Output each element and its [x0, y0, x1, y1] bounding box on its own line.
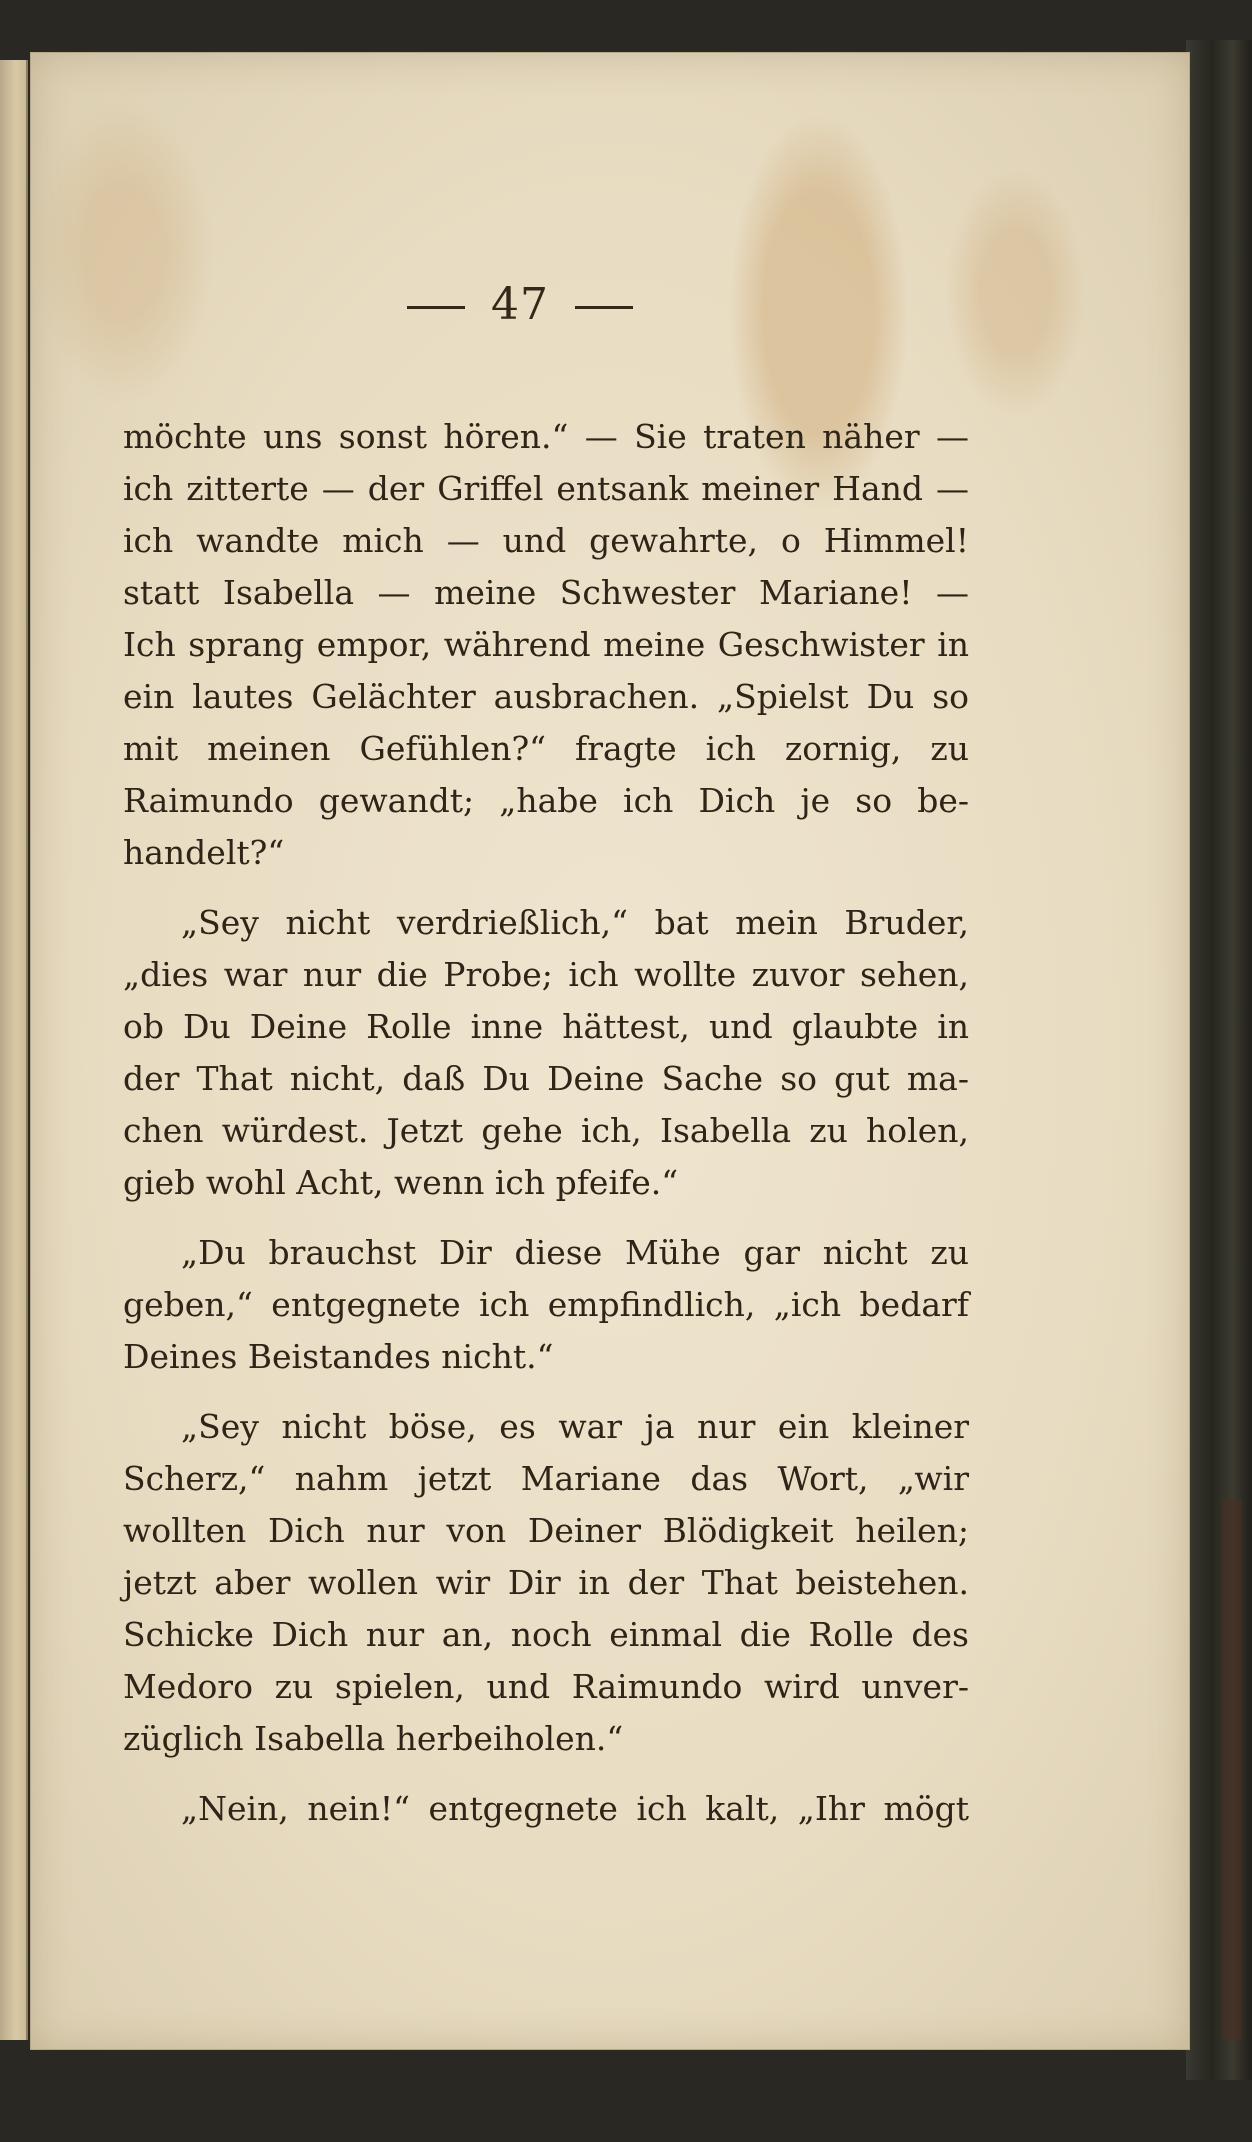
paragraph [123, 1401, 969, 1765]
text-line: chen würdest. Jetzt gehe ich, Isabella zu holen, [123, 1111, 969, 1150]
text-line: möchte uns sonst hören.“ — Sie traten näher — [123, 417, 969, 456]
text-line: züglich Isabella herbeiholen.“ [123, 1719, 624, 1758]
page-number: 47 [491, 279, 549, 330]
text-line: „Sey nicht böse, es war ja nur ein kleiner [181, 1407, 969, 1446]
paragraph [123, 1783, 969, 1835]
text-line: „Nein, nein!“ entgegnete ich kalt, „Ihr mögt [181, 1789, 969, 1828]
paragraph-gap [123, 1383, 969, 1401]
text-line: Ich sprang empor, während meine Geschwister in [123, 625, 969, 664]
page-number-header [0, 275, 1099, 335]
text-line: gieb wohl Acht, wenn ich pfeife.“ [123, 1163, 679, 1202]
text-line: Schicke Dich nur an, noch einmal die Rolle des [123, 1615, 969, 1654]
paragraph-gap [123, 879, 969, 897]
text-line: Medoro zu spielen, und Raimundo wird unver- [123, 1667, 969, 1706]
text-line: mit meinen Gefühlen?“ fragte ich zornig, zu [123, 729, 969, 768]
paragraph-gap [123, 1209, 969, 1227]
book-cover-edge [1186, 40, 1252, 2080]
text-line: ich wandte mich — und gewahrte, o Himmel! [123, 521, 969, 560]
text-line: geben,“ entgegnete ich empfindlich, „ich bedarf [123, 1285, 969, 1324]
text-line: Raimundo gewandt; „habe ich Dich je so be- [123, 781, 969, 820]
left-page-edge [0, 60, 28, 2040]
header-rule-left [407, 306, 465, 309]
text-line: „Sey nicht verdrießlich,“ bat mein Bruder, [181, 903, 969, 942]
text-line: Scherz,“ nahm jetzt Mariane das Wort, „wir [123, 1459, 969, 1498]
text-line: handelt?“ [123, 833, 285, 872]
text-line: wollten Dich nur von Deiner Blödigkeit heilen; [123, 1511, 969, 1550]
header-rule-right [575, 306, 633, 309]
paragraph [123, 897, 969, 1209]
text-line: „dies war nur die Probe; ich wollte zuvor sehen, [123, 955, 969, 994]
body-text [123, 411, 969, 1835]
text-line: Deines Beistandes nicht.“ [123, 1337, 554, 1376]
text-line: „Du brauchst Dir diese Mühe gar nicht zu [181, 1233, 969, 1272]
text-line: ein lautes Gelächter ausbrachen. „Spielst Du so [123, 677, 969, 716]
paragraph-gap [123, 1765, 969, 1783]
text-line: statt Isabella — meine Schwester Mariane! — [123, 573, 969, 612]
paragraph [123, 411, 969, 879]
text-line: ob Du Deine Rolle inne hättest, und glaubte in [123, 1007, 969, 1046]
text-line: ich zitterte — der Griffel entsank meiner Hand — [123, 469, 969, 508]
text-line: der That nicht, daß Du Deine Sache so gut ma- [123, 1059, 969, 1098]
paragraph [123, 1227, 969, 1383]
text-line: jetzt aber wollen wir Dir in der That beistehen. [123, 1563, 969, 1602]
book-page [30, 52, 1190, 2050]
